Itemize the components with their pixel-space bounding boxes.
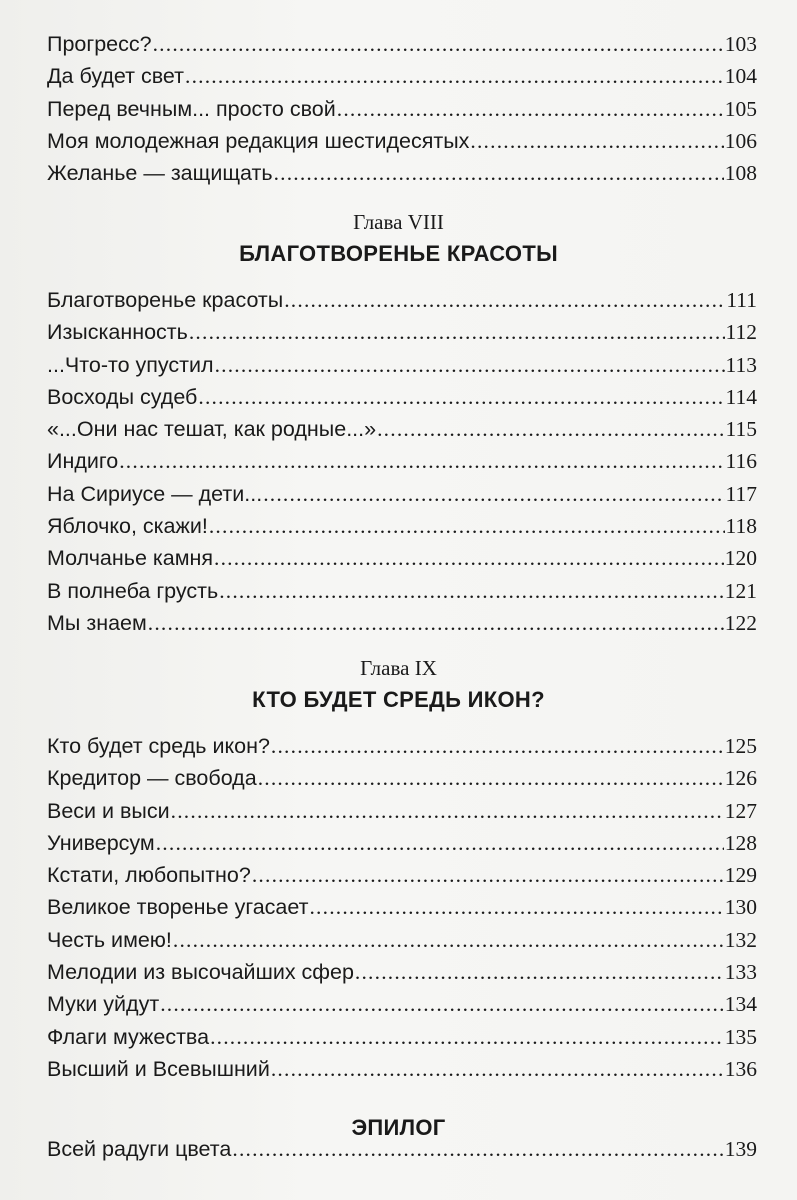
dot-leader <box>210 1021 724 1053</box>
toc-entry <box>47 413 757 445</box>
dot-leader <box>355 956 724 988</box>
dot-leader <box>377 413 724 445</box>
toc-entry <box>47 827 757 859</box>
toc-entry-page: 118 <box>725 514 757 539</box>
toc-entry-page: 128 <box>724 830 757 855</box>
chapter-title: КТО БУДЕТ СРЕДЬ ИКОН? <box>252 687 545 712</box>
toc-entry-title: Яблочко, скажи! <box>47 514 208 539</box>
toc-entry-title: Восходы судеб <box>47 384 198 409</box>
toc-entry <box>47 1053 757 1085</box>
toc-entry-title: Кто будет средь икон? <box>47 734 270 758</box>
toc-entry <box>47 60 757 92</box>
toc-entry <box>47 125 757 157</box>
dot-leader <box>274 157 724 189</box>
toc-entry <box>47 381 757 413</box>
dot-leader <box>171 795 724 827</box>
dot-leader <box>309 891 723 923</box>
dot-leader <box>156 827 724 859</box>
toc-entry-page: 134 <box>724 992 757 1017</box>
toc-entry-title: «...Они нас тешат, как родные...» <box>47 417 377 442</box>
toc-entry-page: 127 <box>724 798 757 823</box>
toc-entry-title: Высший и Всевышний <box>47 1056 270 1081</box>
toc-section-continued <box>47 28 757 189</box>
dot-leader <box>209 510 725 542</box>
toc-entry <box>47 575 757 607</box>
toc-entry-title: Благотворенье красоты <box>47 288 284 312</box>
dot-leader <box>271 730 724 762</box>
toc-entry <box>47 510 757 542</box>
toc-entry-title: Честь имею! <box>47 927 172 952</box>
dot-leader <box>284 284 725 316</box>
dot-leader <box>470 125 723 157</box>
toc-entry <box>47 445 757 477</box>
toc-entry-title: Молчанье камня <box>47 546 214 571</box>
toc-entry-title: Мелодии из высочайших сфер <box>47 960 354 985</box>
dot-leader <box>189 316 725 348</box>
dot-leader <box>252 859 724 891</box>
toc-chapter-9 <box>47 730 757 1085</box>
dot-leader <box>258 762 724 794</box>
dot-leader <box>160 988 724 1020</box>
dot-leader <box>185 60 724 92</box>
chapter-label: Глава IX <box>360 656 437 680</box>
toc-entry-page: 112 <box>725 320 757 345</box>
toc-entry-title: Изысканность <box>47 320 188 345</box>
toc-entry <box>47 1133 757 1165</box>
dot-leader <box>214 542 724 574</box>
chapter-title: БЛАГОТВОРЕНЬЕ КРАСОТЫ <box>239 241 558 266</box>
toc-entry-page: 135 <box>724 1024 757 1049</box>
toc-entry-title: Флаги мужества <box>47 1024 210 1049</box>
toc-entry-title: Индиго <box>47 449 119 474</box>
toc-entry-title: Универсум <box>47 830 155 855</box>
toc-entry-page: 122 <box>724 610 757 635</box>
toc-entry-title: Моя молодежная редакция шестидесятых <box>47 128 470 153</box>
toc-entry-title: Кстати, любопытно? <box>47 863 251 888</box>
toc-entry-title: Желанье — защищать <box>47 161 273 186</box>
toc-entry-page: 132 <box>724 927 757 952</box>
toc-entry-page: 121 <box>724 578 757 603</box>
toc-entry <box>47 730 757 762</box>
toc-entry-page: 117 <box>725 481 757 506</box>
toc-entry-title: Муки уйдут <box>47 992 160 1017</box>
toc-entry-page: 125 <box>724 734 757 758</box>
toc-entry-title: Прогресс? <box>47 32 152 56</box>
toc-entry <box>47 988 757 1020</box>
toc-entry <box>47 284 757 316</box>
toc-entry-page: 139 <box>724 1137 757 1161</box>
toc-entry <box>47 349 757 381</box>
toc-entry-title: Веси и выси <box>47 798 170 823</box>
chapter-label: Глава VIII <box>353 210 444 234</box>
toc-entry <box>47 859 757 891</box>
epilogue-title: ЭПИЛОГ <box>351 1115 446 1140</box>
toc-entry <box>47 157 757 189</box>
toc-entry-title: Всей радуги цвета <box>47 1137 232 1161</box>
toc-entry-title: ...Что-то упустил <box>47 352 214 377</box>
toc-entry <box>47 542 757 574</box>
toc-entry-title: Кредитор — свобода <box>47 766 257 791</box>
toc-entry-page: 115 <box>725 417 757 442</box>
toc-entry-page: 106 <box>724 128 757 153</box>
toc-entry-title: На Сириусе — дети... <box>47 481 263 506</box>
toc-entry-page: 108 <box>724 161 757 186</box>
toc-entry-page: 133 <box>724 960 757 985</box>
toc-entry <box>47 795 757 827</box>
toc-entry <box>47 316 757 348</box>
toc-entry <box>47 924 757 956</box>
toc-entry-title: Перед вечным... просто свой <box>47 96 336 121</box>
toc-entry-page: 126 <box>724 766 757 791</box>
toc-entry-title: Да будет свет <box>47 64 184 89</box>
toc-chapter-8 <box>47 284 757 639</box>
toc-entry <box>47 93 757 125</box>
toc-entry <box>47 956 757 988</box>
toc-entry-page: 114 <box>725 384 757 409</box>
dot-leader <box>198 381 724 413</box>
toc-entry-page: 130 <box>724 895 757 920</box>
dot-leader <box>173 924 724 956</box>
toc-entry <box>47 891 757 923</box>
toc-entry <box>47 478 757 510</box>
dot-leader <box>263 478 724 510</box>
dot-leader <box>337 93 724 125</box>
toc-entry-page: 120 <box>724 546 757 571</box>
toc-entry-page: 116 <box>725 449 757 474</box>
toc-entry-page: 136 <box>724 1056 757 1081</box>
dot-leader <box>148 607 724 639</box>
dot-leader <box>119 445 724 477</box>
toc-entry-title: В полнеба грусть <box>47 578 219 603</box>
dot-leader <box>215 349 725 381</box>
dot-leader <box>153 28 724 60</box>
toc-entry-title: Великое творенье угасает <box>47 895 309 920</box>
toc-entry-page: 111 <box>726 288 757 312</box>
toc-entry <box>47 1021 757 1053</box>
toc-entry-page: 103 <box>724 32 757 56</box>
toc-entry-page: 129 <box>724 863 757 888</box>
dot-leader <box>271 1053 724 1085</box>
dot-leader <box>232 1133 723 1165</box>
toc-entry-page: 104 <box>724 64 757 89</box>
toc-entry-title: Мы знаем <box>47 610 147 635</box>
dot-leader <box>219 575 724 607</box>
toc-entry <box>47 762 757 794</box>
toc-entry <box>47 28 757 60</box>
toc-epilogue <box>47 1133 757 1165</box>
toc-entry <box>47 607 757 639</box>
toc-entry-page: 113 <box>725 352 757 377</box>
toc-entry-page: 105 <box>724 96 757 121</box>
